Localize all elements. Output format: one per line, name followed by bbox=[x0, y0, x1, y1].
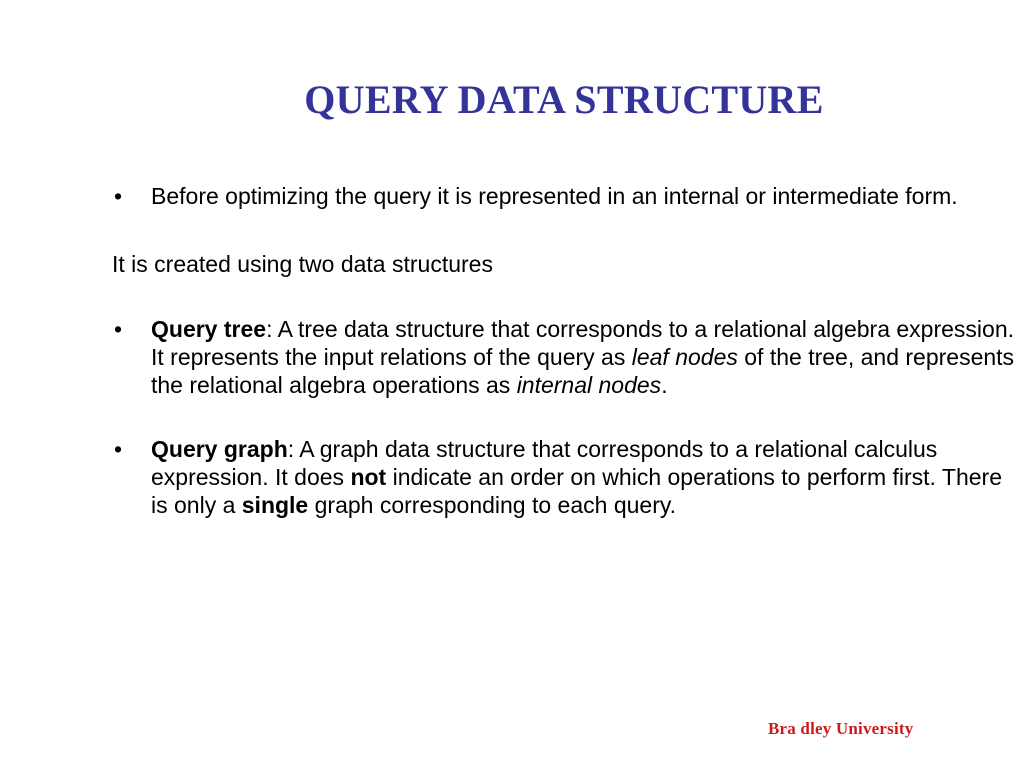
bullet-icon: • bbox=[114, 436, 123, 462]
query-graph-text-2: indicate an order on which operations to perform first. There is only a bbox=[151, 464, 1002, 518]
query-tree-text-1: : A tree data structure that corresponds to a relational algebra expression. It represents the input relations of the query as bbox=[151, 316, 1015, 370]
strong-not: not bbox=[350, 464, 387, 490]
query-tree-text-3: . bbox=[661, 372, 668, 398]
term-query-tree: Query tree bbox=[151, 316, 267, 342]
slide-title: QUERY DATA STRUCTURE bbox=[304, 77, 824, 122]
bullet-item-query-graph bbox=[112, 435, 1017, 519]
bullet-item-internal-form bbox=[112, 182, 1017, 210]
bullet-icon: • bbox=[114, 183, 123, 209]
emphasis-internal-nodes: internal nodes bbox=[516, 372, 662, 398]
bullet-item-query-tree bbox=[112, 315, 1017, 399]
query-tree-text-2: of the tree, and represents the relational algebra operations as bbox=[151, 344, 1015, 398]
bullet-text: Before optimizing the query it is represented in an internal or intermediate form. bbox=[151, 183, 958, 209]
intro-line: It is created using two data structures bbox=[112, 251, 493, 277]
query-graph-text-1: : A graph data structure that corresponds to a relational calculus expression. It does bbox=[151, 436, 938, 490]
strong-single: single bbox=[241, 492, 309, 518]
bullet-icon: • bbox=[114, 316, 123, 342]
emphasis-leaf-nodes: leaf nodes bbox=[631, 344, 738, 370]
university-logo-text: Bra dley University bbox=[768, 719, 914, 738]
term-query-graph: Query graph bbox=[151, 436, 288, 462]
slide-body bbox=[112, 182, 1017, 519]
query-graph-text-3: graph corresponding to each query. bbox=[308, 492, 677, 518]
